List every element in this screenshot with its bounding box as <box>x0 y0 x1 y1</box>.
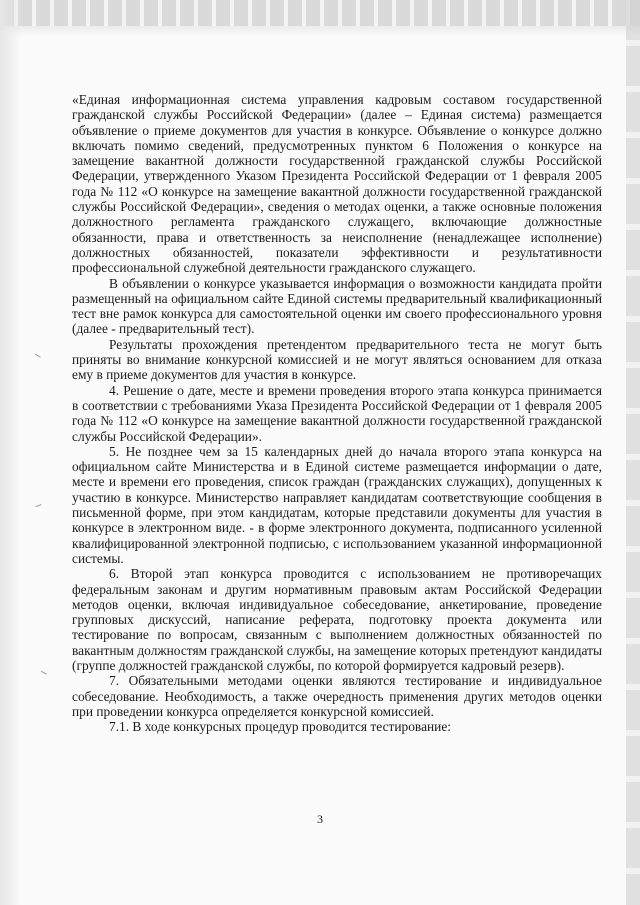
paragraph-item-5: 5. Не позднее чем за 15 календарных дней до начала второго этапа конкурса на официальном сайте Министерства и в Единой системе размещается информации о дате, месте и времени его проведения, список граждан (гражданских служащих), допущенных к участию в конкурсе. Министерство направляет кандидатам соответствующие сообщения в письменной форме, при этом кандидатам, которые представили документы для участия в конкурсе в электронном виде. - в форме электронного документа, подписанного усиленной квалифицированной электронной подписью, с использованием указанной информационной системы. <box>72 443 602 566</box>
paragraph-test-results: Результаты прохождения претендентом предварительного теста не могут быть приняты во внимание конкурсной комиссией и не могут являться основанием для отказа ему в приеме документов для участия в конкурсе. <box>72 336 602 383</box>
document-body <box>72 92 602 734</box>
paragraph-item-7-1: 7.1. В ходе конкурсных процедур проводится тестирование: <box>109 719 452 735</box>
scan-top-edge <box>0 0 640 26</box>
paragraph-item-4: 4. Решение о дате, месте и времени проведения второго этапа конкурса принимается в соответствии с требованиями Указа Президента Российской Федерации от 1 февраля 2005 года № 112 «О конкурсе на замещение вакантной должности государственной гражданской службы Российской Федерации». <box>72 382 602 444</box>
scan-top-shadow <box>0 26 640 36</box>
scan-speck <box>33 354 40 360</box>
paragraph-item-7: 7. Обязательными методами оценки являются тестирование и индивидуальное собеседование. Необходимость, а также очередность применения других методов оценки при проведении конкурса определяется конкурсной комиссией. <box>72 673 602 719</box>
scan-right-edge <box>626 0 640 905</box>
scan-left-edge <box>0 0 22 905</box>
paragraph-preliminary-test: В объявлении о конкурсе указывается информация о возможности кандидата пройти размещенный на официальном сайте Единой системы предварительный квалификационный тест вне рамок конкурса для самостоятельной оценки им своего профессионального уровня (далее - предварительный тест). <box>72 275 602 337</box>
scan-speck <box>39 671 46 677</box>
page-number: 3 <box>317 812 323 826</box>
paragraph-continuation: «Единая информационная система управления кадровым составом государственной гражданской службы Российской Федерации» (далее – Единая система) размещается объявление о приеме документов для участия в конкурсе. Объявление о конкурсе должно включать помимо сведений, предусмотренных пунктом 6 Положения о конкурсе на замещение вакантной должности государственной гражданской службы Российской Федерации, утвержденного Указом Президента Российской Федерации от 1 февраля 2005 года № 112 «О конкурсе на замещение вакантной должности государственной гражданской службы Российской Федерации», сведения о методах оценки, а также основные положения должностного регламента гражданского служащего, включающие должностные обязанности, права и ответственность за неисполнение (ненадлежащее исполнение) должностных обязанностей, показатели эффективности и результативности профессиональной служебной деятельности гражданского служащего. <box>72 92 602 276</box>
scan-speck <box>35 504 42 510</box>
paragraph-item-6: 6. Второй этап конкурса проводится с использованием не противоречащих федеральным законам и другим нормативным правовым актам Российской Федерации методов оценки, включая индивидуальное собеседование, анкетирование, проведение групповых дискуссий, написание реферата, подготовку проекта документа или тестирование по вопросам, связанным с выполнением должностных обязанностей по вакантным должностям гражданской службы, на замещение которых претендуют кандидаты (группе должностей гражданской службы, по которой формируется кадровый резерв). <box>72 566 602 673</box>
